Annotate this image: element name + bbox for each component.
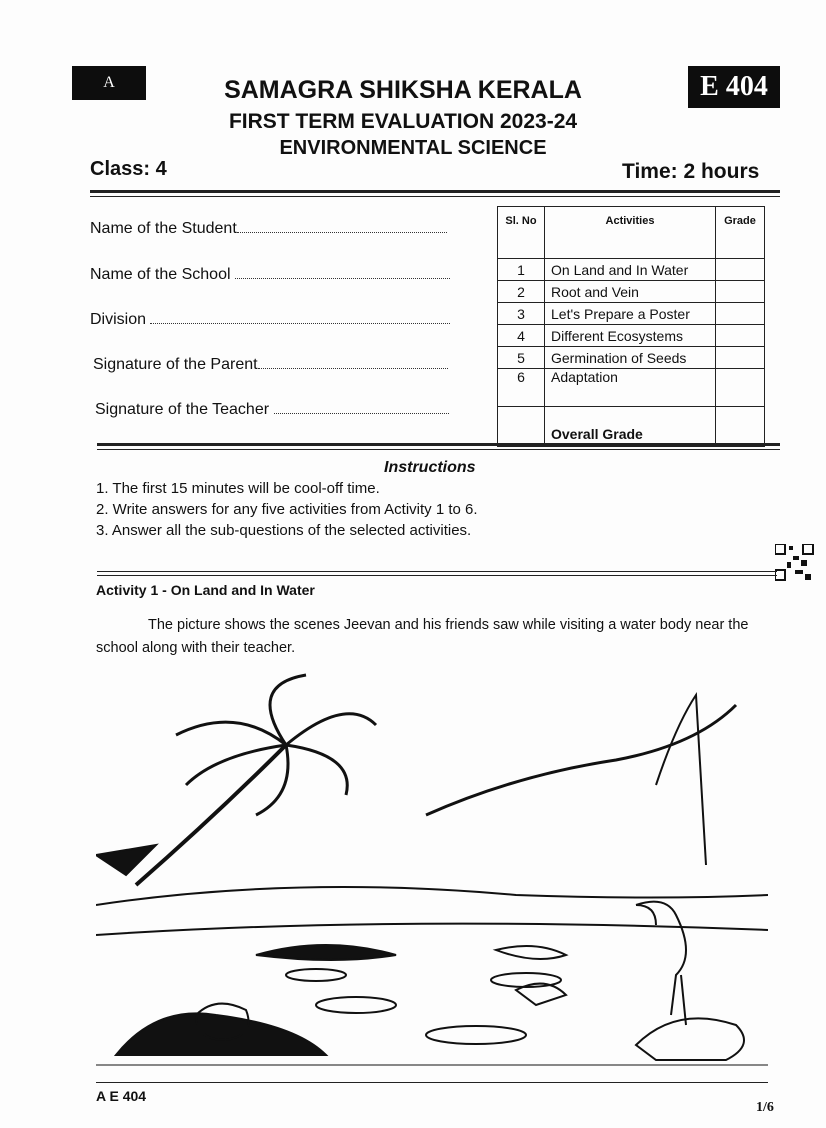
divider bbox=[90, 196, 780, 197]
table-row bbox=[498, 281, 765, 303]
field-label: Division bbox=[90, 311, 147, 328]
activity-1-text: The picture shows the scenes Jeevan and his friends saw while visiting a water body near the school along with their teacher. bbox=[96, 617, 749, 656]
table-header-row bbox=[498, 207, 765, 259]
field-label: Signature of the Parent bbox=[93, 356, 258, 373]
grade-cell[interactable] bbox=[716, 259, 765, 281]
footer-code: A E 404 bbox=[96, 1088, 147, 1104]
table-row bbox=[498, 347, 765, 369]
row-number: 4 bbox=[498, 325, 545, 347]
grade-cell[interactable] bbox=[716, 369, 765, 407]
student-name-field[interactable] bbox=[90, 220, 447, 238]
instruction-item: 1. The first 15 minutes will be cool-off time. bbox=[96, 480, 380, 497]
overall-grade-row bbox=[498, 407, 765, 447]
table-row bbox=[498, 325, 765, 347]
row-activity: Let's Prepare a Poster bbox=[545, 303, 716, 325]
instruction-item: 2. Write answers for any five activities from Activity 1 to 6. bbox=[96, 501, 478, 518]
parent-signature-field[interactable] bbox=[93, 356, 448, 374]
row-activity: Adaptation bbox=[545, 369, 716, 407]
time-label: Time: 2 hours bbox=[622, 160, 760, 183]
divider bbox=[90, 190, 780, 193]
field-label: Name of the Student bbox=[90, 220, 237, 237]
instruction-item: 3. Answer all the sub-questions of the selected activities. bbox=[96, 522, 472, 539]
teacher-signature-field[interactable] bbox=[95, 401, 449, 419]
header-sl-no: Sl. No bbox=[498, 207, 545, 259]
divider bbox=[97, 571, 777, 572]
row-activity: Germination of Seeds bbox=[545, 347, 716, 369]
subject-title: ENVIRONMENTAL SCIENCE bbox=[279, 137, 547, 159]
pond-scene-illustration bbox=[96, 665, 768, 1075]
row-activity: Different Ecosystems bbox=[545, 325, 716, 347]
table-row bbox=[498, 259, 765, 281]
row-activity: Root and Vein bbox=[545, 281, 716, 303]
field-label: Name of the School bbox=[90, 266, 231, 283]
division-field[interactable] bbox=[90, 311, 450, 329]
row-activity: On Land and In Water bbox=[545, 259, 716, 281]
table-row bbox=[498, 303, 765, 325]
activity-1-heading: Activity 1 - On Land and In Water bbox=[96, 582, 315, 598]
overall-grade-cell[interactable] bbox=[716, 407, 765, 447]
grade-table bbox=[497, 206, 765, 447]
field-label: Signature of the Teacher bbox=[95, 401, 270, 418]
overall-grade-label: Overall Grade bbox=[545, 407, 716, 447]
school-name-field[interactable] bbox=[90, 266, 450, 284]
grade-cell[interactable] bbox=[716, 303, 765, 325]
divider bbox=[97, 575, 777, 576]
exam-code-badge: E 404 bbox=[688, 66, 780, 108]
page-number: 1/6 bbox=[756, 1100, 774, 1115]
footer-divider bbox=[96, 1082, 768, 1083]
instructions-heading: Instructions bbox=[384, 459, 476, 476]
table-row bbox=[498, 369, 765, 407]
class-label: Class: 4 bbox=[90, 158, 167, 180]
row-number: 3 bbox=[498, 303, 545, 325]
row-number: 6 bbox=[498, 369, 545, 407]
row-number: 1 bbox=[498, 259, 545, 281]
exam-title: FIRST TERM EVALUATION 2023-24 bbox=[228, 110, 578, 133]
grade-cell[interactable] bbox=[716, 325, 765, 347]
qr-code-icon bbox=[775, 544, 815, 582]
grade-cell[interactable] bbox=[716, 347, 765, 369]
grade-cell[interactable] bbox=[716, 281, 765, 303]
set-label-badge: A bbox=[72, 66, 146, 100]
divider bbox=[97, 443, 780, 446]
row-number: 2 bbox=[498, 281, 545, 303]
header-activities: Activities bbox=[545, 207, 716, 259]
divider bbox=[97, 449, 780, 450]
school-title: SAMAGRA SHIKSHA KERALA bbox=[224, 76, 582, 104]
row-number: 5 bbox=[498, 347, 545, 369]
header-grade: Grade bbox=[716, 207, 765, 259]
